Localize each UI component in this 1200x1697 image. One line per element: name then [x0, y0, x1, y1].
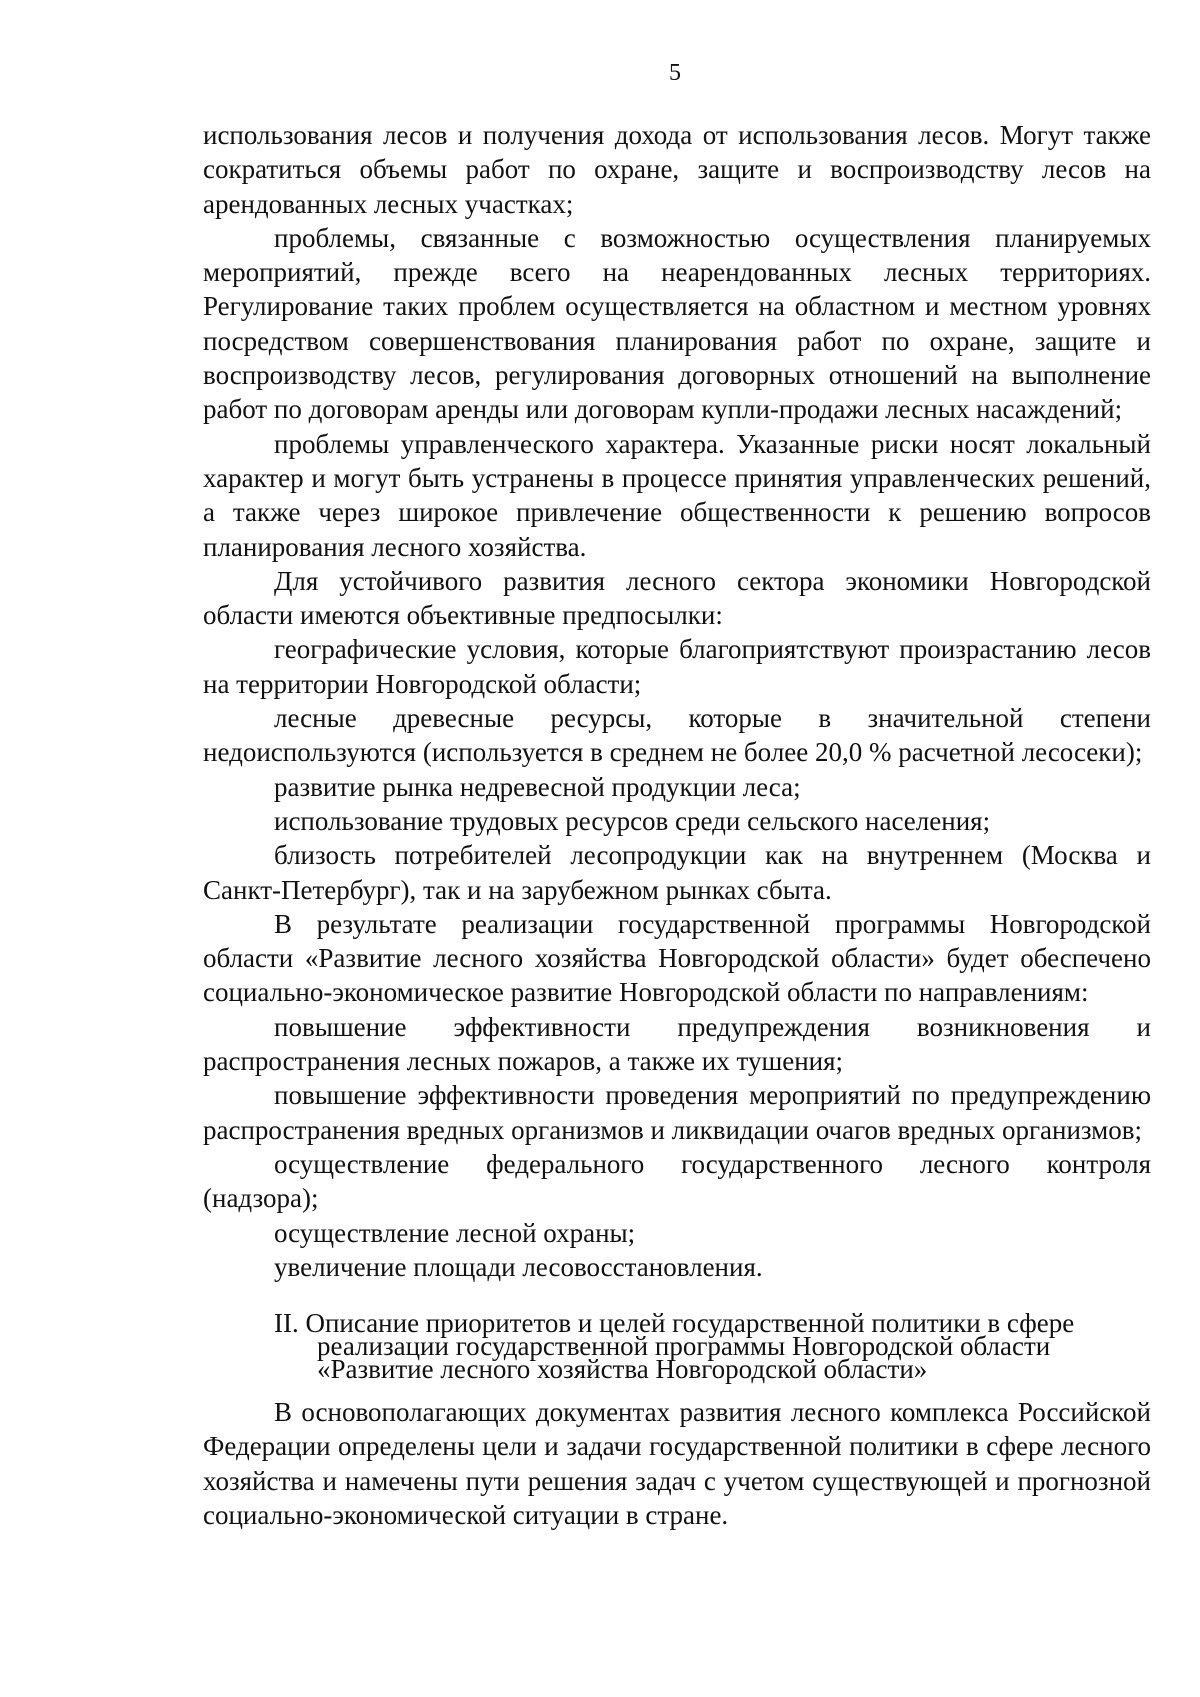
section-heading-line: II. Описание приоритетов и целей государственной политики в сфере [274, 1308, 1075, 1339]
paragraph: В результате реализации государственной программы Новгородской области «Развитие лесного хозяйства Новгородской области» будет обеспечено социально-экономическое развитие Новгородской области по направлениям: [203, 908, 1151, 1008]
paragraph: географические условия, которые благоприятствуют произрастанию лесов на территории Новгородской области; [203, 634, 1151, 699]
document-body [203, 118, 1151, 1532]
paragraph: близость потребителей лесопродукции как на внутреннем (Москва и Санкт-Петербург), так и на зарубежном рынках сбыта. [203, 840, 1151, 905]
section-heading-line: реализации государственной программы Новгородской области [317, 1331, 1051, 1362]
paragraph: использование трудовых ресурсов среди сельского населения; [274, 805, 991, 836]
paragraph-continuation: использования лесов и получения дохода от использования лесов. Могут также сократиться объемы работ по охране, защите и воспроизводству лесов на арендованных лесных участках; [203, 120, 1151, 219]
paragraph: повышение эффективности проведения мероприятий по предупреждению распространения вредных организмов и ликвидации очагов вредных организмов; [203, 1080, 1151, 1145]
paragraph: проблемы управленческого характера. Указанные риски носят локальный характер и могут быть устранены в процессе принятия управленческих решений, а также через широкое привлечение общественности к решению вопросов планирования лесного хозяйства. [203, 428, 1151, 562]
paragraph: проблемы, связанные с возможностью осуществления планируемых мероприятий, прежде всего на неарендованных лесных территориях. Регулирование таких проблем осуществляется на областном и местном уровнях посредством совершенствования планирования работ по охране, защите и воспроизводству лесов, регулирования договорных отношений на выполнение работ по договорам аренды или договорам купли-продажи лесных насаждений; [203, 222, 1151, 425]
paragraph: Для устойчивого развития лесного сектора экономики Новгородской области имеются объективные предпосылки: [203, 565, 1151, 631]
paragraph: развитие рынка недревесной продукции леса; [274, 771, 801, 802]
paragraph: осуществление лесной охраны; [274, 1217, 636, 1248]
section-heading [203, 1308, 1151, 1385]
paragraph: осуществление федерального государственного лесного контроля (надзора); [203, 1148, 1151, 1214]
paragraph: лесные древесные ресурсы, которые в значительной степени недоиспользуются (используется в среднем не более 20,0 % расчетной лесосеки); [203, 703, 1151, 768]
paragraph: увеличение площади лесовосстановления. [274, 1251, 763, 1282]
paragraph: В основополагающих документах развития лесного комплекса Российской Федерации определены цели и задачи государственной политики в сфере лесного хозяйства и намечены пути решения задач с учетом существующей и прогнозной социально-экономической ситуации в стране. [203, 1397, 1151, 1530]
section-heading-line: «Развитие лесного хозяйства Новгородской области» [317, 1354, 928, 1385]
page-number: 5 [669, 60, 681, 86]
paragraph: повышение эффективности предупреждения возникновения и распространения лесных пожаров, а также их тушения; [203, 1011, 1151, 1077]
